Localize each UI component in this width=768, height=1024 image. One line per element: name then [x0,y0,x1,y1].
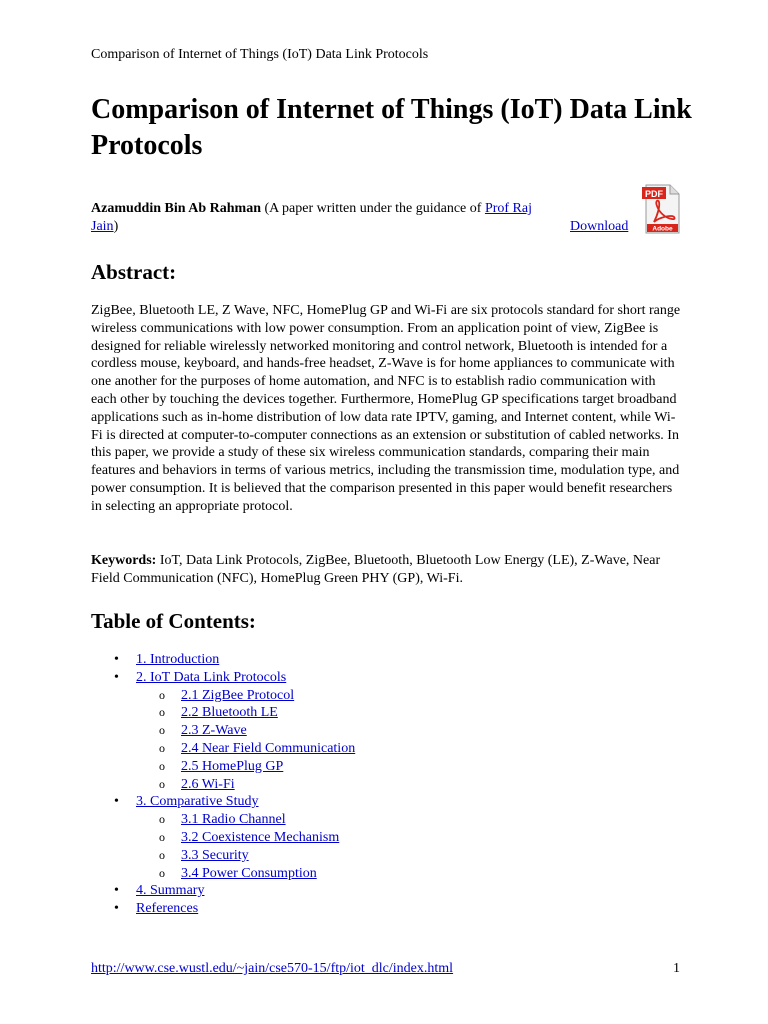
toc-item-nfc [91,740,683,758]
running-header: Comparison of Internet of Things (IoT) Data Link Protocols [91,47,429,62]
toc-link-coexistence[interactable]: 3.2 Coexistence Mechanism [181,829,340,845]
toc-item-zigbee [91,687,683,705]
author-line [91,200,561,236]
toc-item-homeplug-gp [91,758,683,776]
toc-link-bluetooth-le[interactable]: 2.2 Bluetooth LE [181,705,278,721]
toc-link-nfc[interactable]: 2.4 Near Field Communication [181,740,356,756]
author-name: Azamuddin Bin Ab Rahman [91,201,262,216]
page-number: 1 [673,961,680,976]
toc-item-security [91,847,683,865]
toc-link-zigbee[interactable]: 2.1 ZigBee Protocol [181,687,295,703]
toc-item-bluetooth-le [91,704,683,722]
toc-link-summary[interactable]: 4. Summary [136,883,205,899]
toc-item-radio-channel [91,811,683,829]
toc-item-introduction [91,651,683,669]
author-note-suffix: ) [113,219,119,234]
toc-item-references [91,900,683,918]
toc-item-coexistence [91,829,683,847]
toc-link-power-consumption[interactable]: 3.4 Power Consumption [181,865,317,881]
table-of-contents [91,651,683,918]
toc-link-references[interactable]: References [136,901,199,917]
advisor-link[interactable]: Prof Raj Jain [91,201,532,234]
footer-url-link[interactable]: http://www.cse.wustl.edu/~jain/cse570-15/ftp/iot_dlc/index.html [91,961,454,976]
download-link[interactable]: Download [570,219,629,234]
toc-link-iot-data-link-protocols[interactable]: 2. IoT Data Link Protocols [136,669,287,685]
toc-link-introduction[interactable]: 1. Introduction [136,652,220,667]
toc-item-comparative-study [91,793,683,811]
abstract-text: ZigBee, Bluetooth LE, Z Wave, NFC, HomePlug GP and Wi-Fi are six protocols standard for short range wireless communications with low power consumption. From an application point of view, ZigBee is designed for reliable wirelessly networked monitoring and control network, Bluetooth is intended for a cordless mouse, keyboard, and hands-free headset, Z-Wave is for home appliances to communicate with one another for the purposes of home automation, and NFC is to establish radio communication with each other by touching the devices together. Furthermore, HomePlug GP specifications target broadband applications such as in-home distribution of low data rate IPTV, gaming, and Internet content, while Wi-Fi is directed at computer-to-computer connections as an extension or substitution of cabled networks. In this paper, we provide a study of these six wireless communication standards, comparing their main features and behaviors in terms of various metrics, including the transmission time, modulation type, and power consumption. It is believed that the comparison presented in this paper would benefit researchers in selecting an appropriate protocol. [91,303,681,514]
keywords-text: IoT, Data Link Protocols, ZigBee, Bluetooth, Bluetooth Low Energy (LE), Z-Wave, Near Field Communication (NFC), HomePlug Green PHY (GP), Wi-Fi. [91,553,661,586]
pdf-icon-label: PDF [645,189,663,199]
adobe-icon-label: Adobe [652,225,673,233]
download-block [570,184,680,238]
toc-item-wi-fi [91,776,683,794]
keywords [91,552,683,588]
toc-link-security[interactable]: 3.3 Security [181,847,249,863]
author-note-prefix: (A paper written under the guidance of [261,201,485,216]
toc-item-z-wave [91,722,683,740]
toc-heading: Table of Contents: [91,609,256,633]
abstract-heading: Abstract: [91,260,177,284]
toc-link-wi-fi[interactable]: 2.6 Wi-Fi [181,776,235,792]
toc-link-homeplug-gp[interactable]: 2.5 HomePlug GP [181,758,284,774]
pdf-file-icon[interactable] [642,184,680,234]
toc-link-comparative-study[interactable]: 3. Comparative Study [136,794,259,810]
toc-item-summary [91,882,683,900]
toc-item-power-consumption [91,865,683,883]
toc-item-iot-data-link-protocols [91,669,683,687]
toc-link-z-wave[interactable]: 2.3 Z-Wave [181,723,247,739]
toc-link-radio-channel[interactable]: 3.1 Radio Channel [181,812,286,828]
keywords-label: Keywords: [91,553,157,568]
page-title: Comparison of Internet of Things (IoT) Data Link Protocols [91,94,692,161]
